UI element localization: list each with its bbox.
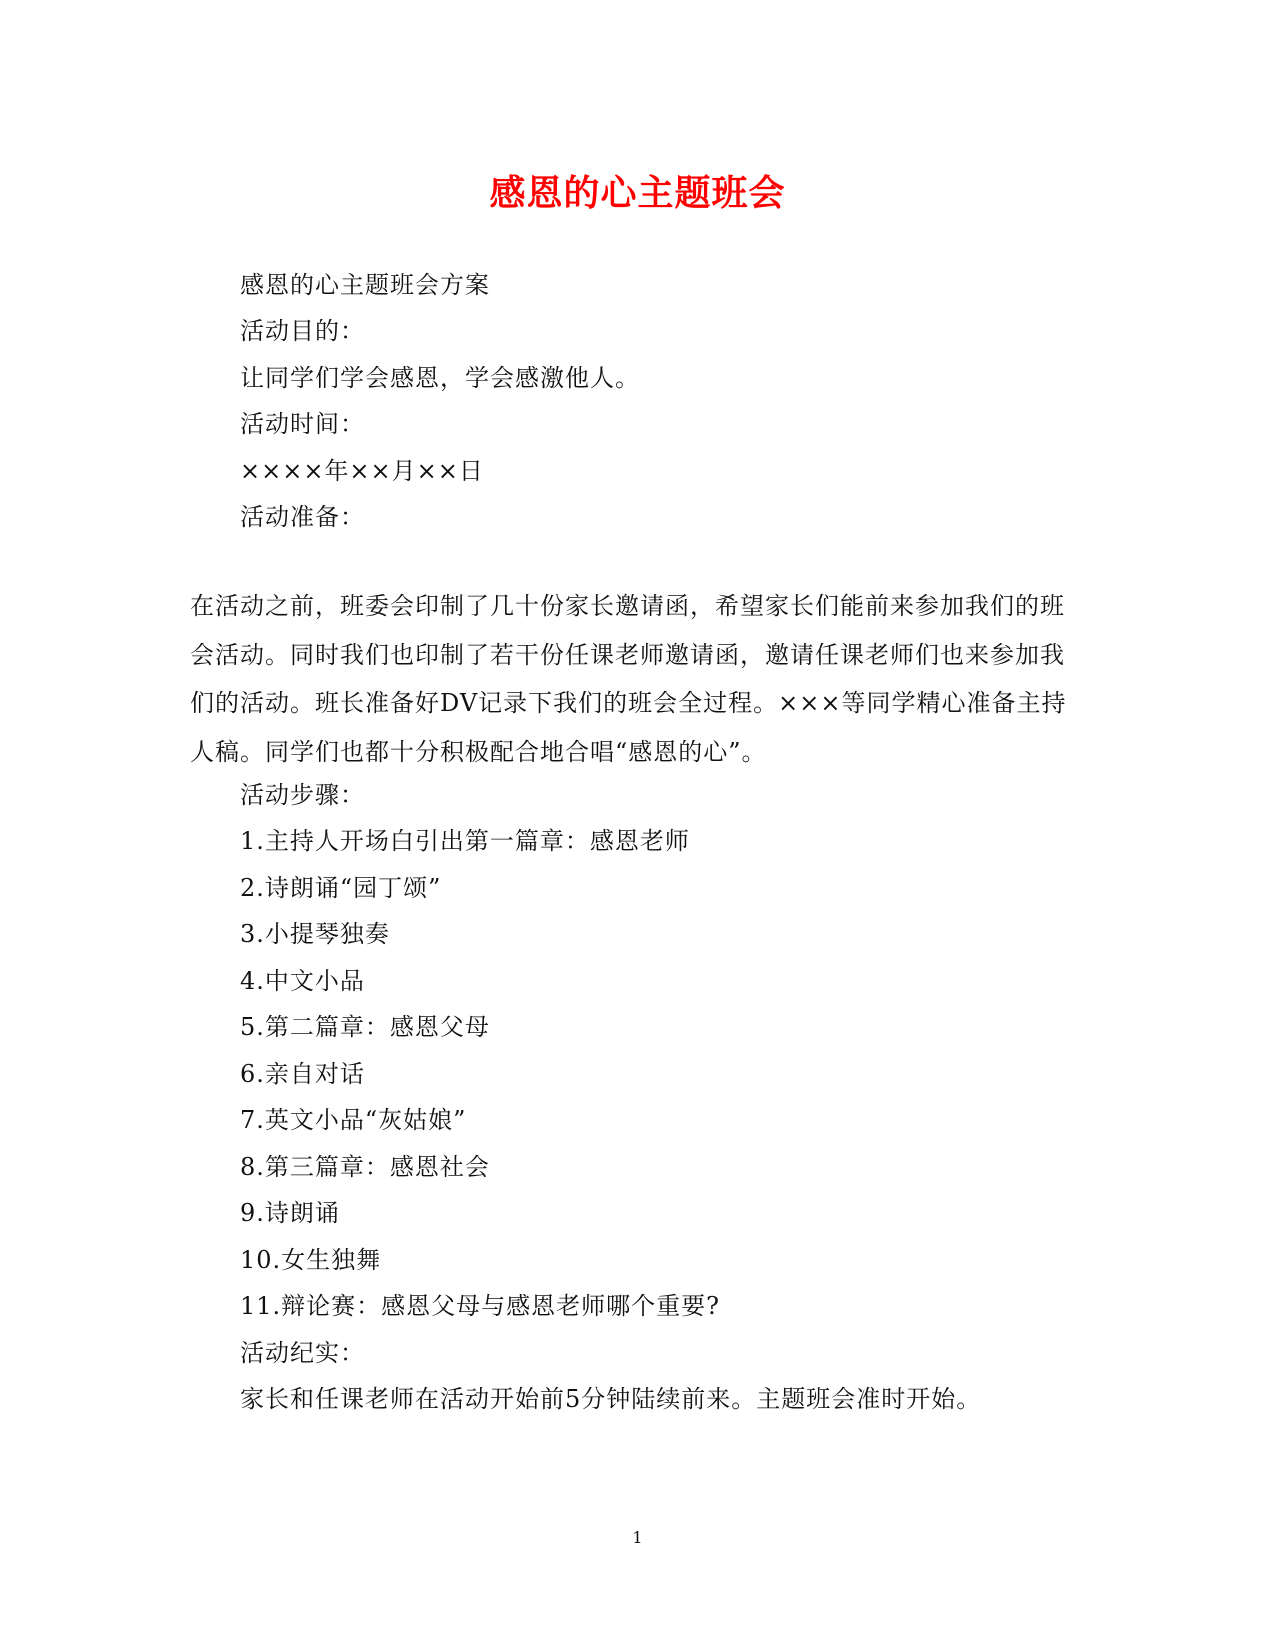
- time-text: ××××年××月××日: [240, 457, 484, 485]
- step-item: 8.第三篇章：感恩社会: [240, 1153, 490, 1181]
- step-item: 11.辩论赛：感恩父母与感恩老师哪个重要?: [240, 1292, 721, 1320]
- prep-paragraph-line: 们的活动。班长准备好DV记录下我们的班会全过程。×××等同学精心准备主持: [190, 689, 1067, 717]
- record-text: 家长和任课老师在活动开始前5分钟陆续前来。主题班会准时开始。: [240, 1385, 982, 1413]
- record-heading: 活动纪实：: [240, 1339, 365, 1367]
- step-item: 5.第二篇章：感恩父母: [240, 1013, 490, 1041]
- purpose-heading: 活动目的：: [240, 317, 365, 345]
- prep-paragraph-line: 人稿。同学们也都十分积极配合地合唱“感恩的心”。: [190, 737, 767, 766]
- steps-heading: 活动步骤：: [240, 781, 365, 809]
- step-item: 10.女生独舞: [240, 1246, 382, 1274]
- prep-heading: 活动准备：: [240, 503, 365, 531]
- step-item: 2.诗朗诵“园丁颂”: [240, 874, 442, 902]
- step-item: 9.诗朗诵: [240, 1199, 340, 1227]
- prep-paragraph: [190, 582, 1070, 776]
- step-item: 7.英文小品“灰姑娘”: [240, 1106, 467, 1134]
- document-title: 感恩的心主题班会: [489, 172, 786, 214]
- step-item: 6.亲自对话: [240, 1060, 365, 1088]
- purpose-text: 让同学们学会感恩，学会感激他人。: [240, 364, 640, 392]
- time-heading: 活动时间：: [240, 410, 365, 438]
- page-number: 1: [632, 1528, 643, 1547]
- prep-paragraph-line: 在活动之前，班委会印制了几十份家长邀请函，希望家长们能前来参加我们的班: [190, 592, 1065, 620]
- step-item: 3.小提琴独奏: [240, 920, 390, 948]
- plan-title: 感恩的心主题班会方案: [240, 271, 490, 299]
- step-item: 1.主持人开场白引出第一篇章：感恩老师: [240, 827, 690, 855]
- step-item: 4.中文小品: [240, 967, 365, 995]
- prep-paragraph-line: 会活动。同时我们也印制了若干份任课老师邀请函，邀请任课老师们也来参加我: [190, 640, 1065, 669]
